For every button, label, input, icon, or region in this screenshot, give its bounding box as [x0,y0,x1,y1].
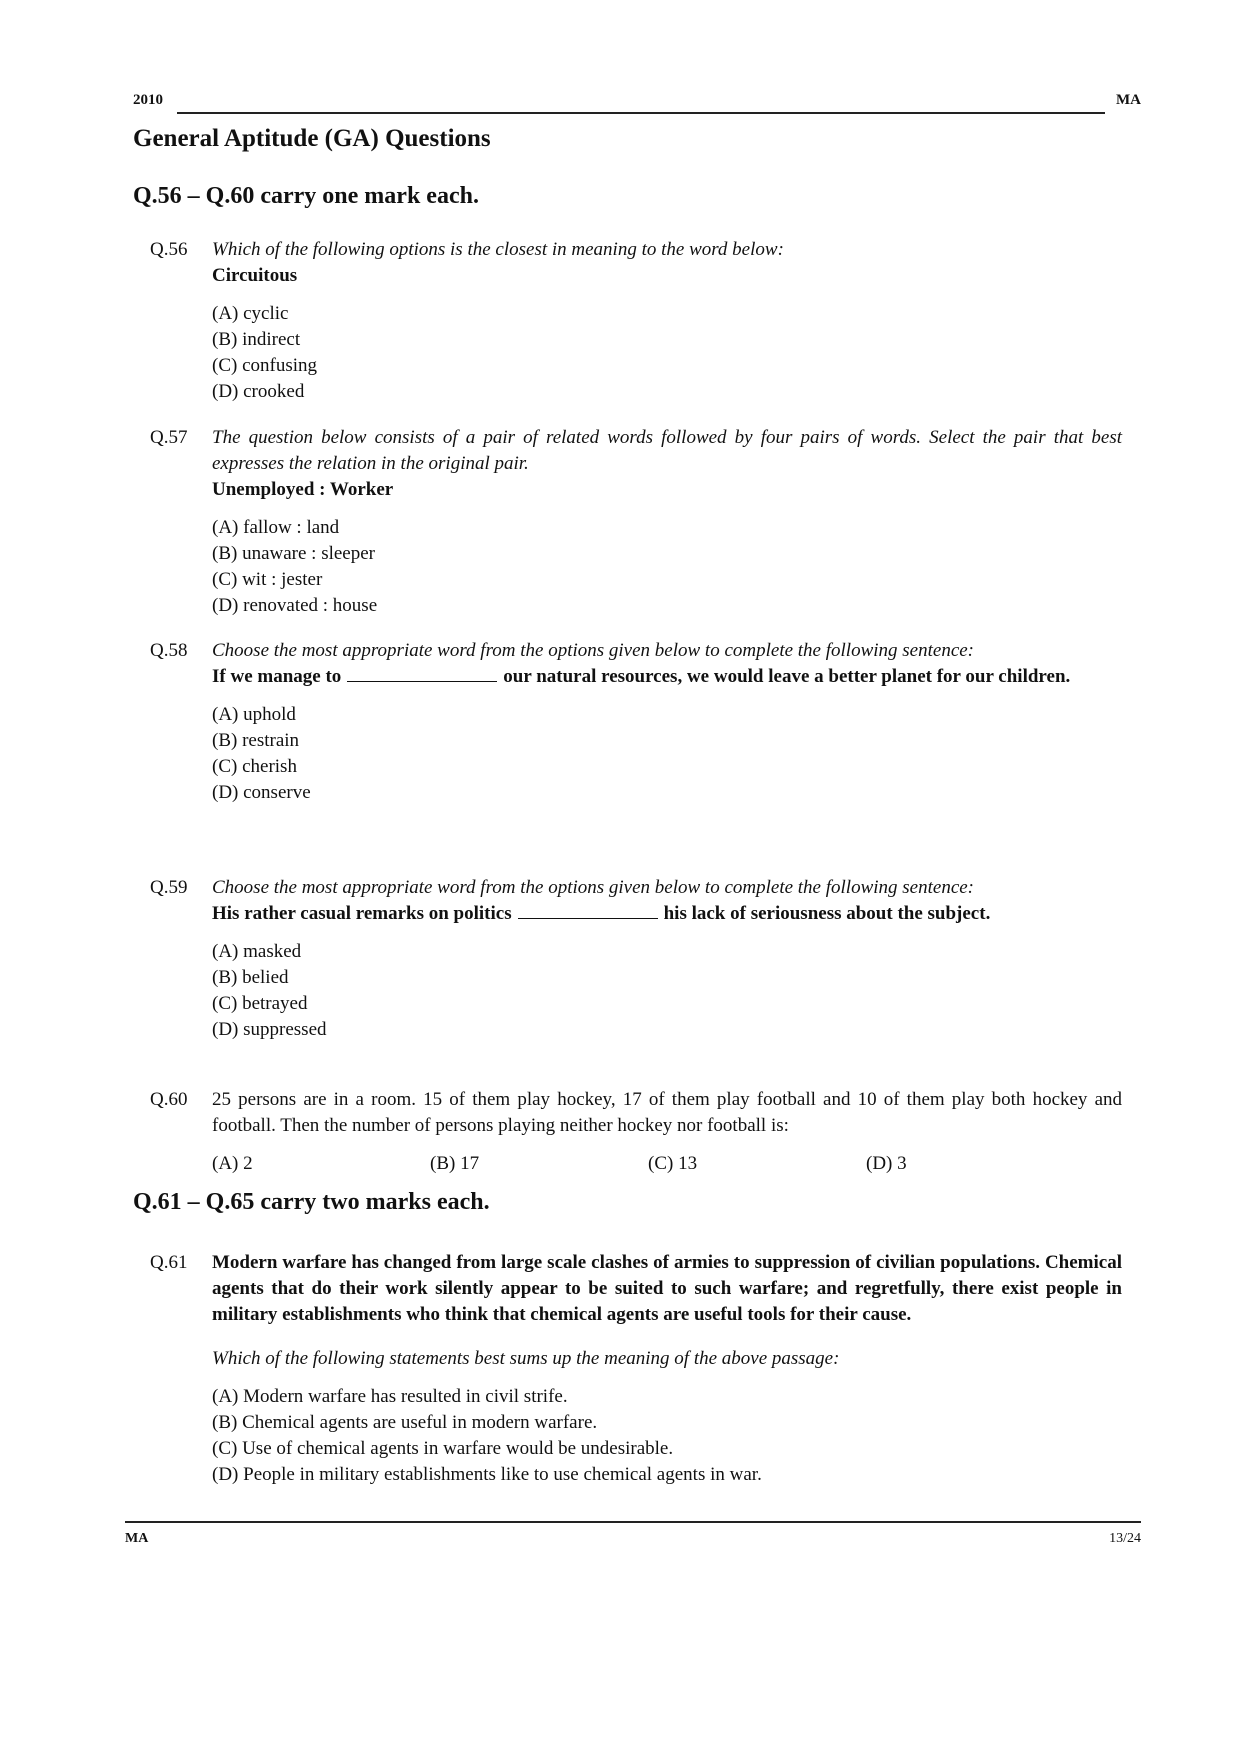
answer-blank [518,901,658,919]
option-b: (B) 17 [430,1153,480,1174]
question-number: Q.59 [150,877,188,898]
options-row [212,1151,1122,1177]
footer-rule [125,1521,1141,1523]
question-prompt: Choose the most appropriate word from the options given below to complete the following sentence: [212,640,975,661]
option-d: (D) conserve [212,782,311,803]
option-c: (C) Use of chemical agents in warfare would be undesirable. [212,1438,674,1459]
question-stem [212,664,1122,690]
option-a: (A) masked [212,941,302,962]
options-list [212,939,1122,1043]
option-b: (B) restrain [212,730,300,751]
option-b: (B) belied [212,967,289,988]
question-prompt: Which of the following statements best sums up the meaning of the above passage: [212,1348,840,1369]
question-57 [150,425,1122,619]
page-header [133,92,1141,114]
question-prompt: Choose the most appropriate word from the options given below to complete the following sentence: [212,877,975,898]
option-b: (B) indirect [212,329,301,350]
page-footer [125,1521,1141,1545]
stem-after-blank: our natural resources, we would leave a better planet for our children. [503,666,1071,687]
option-d: (D) 3 [866,1153,907,1174]
question-text: 25 persons are in a room. 15 of them play hockey, 17 of them play football and 10 of them play both hockey and football. Then the number of persons playing neither hockey nor football is: [212,1089,1122,1136]
option-d: (D) suppressed [212,1019,327,1040]
option-d: (D) crooked [212,381,305,402]
question-passage: Modern warfare has changed from large scale clashes of armies to suppression of civilian populations. Chemical agents that do their work silently appear to be suited to such warfare; and regretfully, there exist people in military establishments who think that chemical agents are useful tools for their cause. [212,1252,1122,1325]
question-number: Q.60 [150,1089,188,1110]
question-stem: Unemployed : Worker [212,479,394,500]
option-b: (B) unaware : sleeper [212,543,376,564]
page-title: General Aptitude (GA) Questions [133,125,491,152]
option-c: (C) 13 [648,1153,698,1174]
stem-before-blank: His rather casual remarks on politics [212,903,512,924]
question-59 [150,875,1122,1043]
options-list [212,515,1122,619]
option-a: (A) uphold [212,704,296,725]
question-prompt: Which of the following options is the closest in meaning to the word below: [212,239,784,260]
question-number: Q.56 [150,239,188,260]
question-61 [150,1250,1122,1488]
footer-paper-code: MA [125,1531,149,1546]
stem-after-blank: his lack of seriousness about the subject. [663,903,991,924]
option-a: (A) 2 [212,1153,253,1174]
options-list [212,702,1122,806]
question-58 [150,638,1122,806]
option-c: (C) confusing [212,355,318,376]
answer-blank [347,664,497,682]
question-56 [150,237,1122,405]
header-rule [177,112,1105,114]
option-c: (C) wit : jester [212,569,323,590]
question-prompt: The question below consists of a pair of related words followed by four pairs of words. Select the pair that best expresses the relation in the original pair. [212,427,1122,474]
section-heading-two-marks: Q.61 – Q.65 carry two marks each. [133,1189,490,1215]
question-number: Q.61 [150,1252,188,1273]
page-number: 13/24 [1109,1531,1141,1546]
header-paper-code: MA [1116,92,1141,108]
option-d: (D) renovated : house [212,595,378,616]
option-d: (D) People in military establishments like to use chemical agents in war. [212,1464,762,1485]
question-stem: Circuitous [212,265,298,286]
section-heading-one-mark: Q.56 – Q.60 carry one mark each. [133,183,479,209]
option-b: (B) Chemical agents are useful in modern warfare. [212,1412,598,1433]
question-stem [212,901,1122,927]
option-c: (C) cherish [212,756,297,777]
header-year: 2010 [133,92,163,108]
question-number: Q.58 [150,640,188,661]
question-60 [150,1087,1122,1177]
question-number: Q.57 [150,427,188,448]
option-a: (A) Modern warfare has resulted in civil strife. [212,1386,568,1407]
option-c: (C) betrayed [212,993,308,1014]
stem-before-blank: If we manage to [212,666,342,687]
options-list [212,301,1122,405]
option-a: (A) cyclic [212,303,289,324]
options-list [212,1384,1122,1488]
option-a: (A) fallow : land [212,517,340,538]
